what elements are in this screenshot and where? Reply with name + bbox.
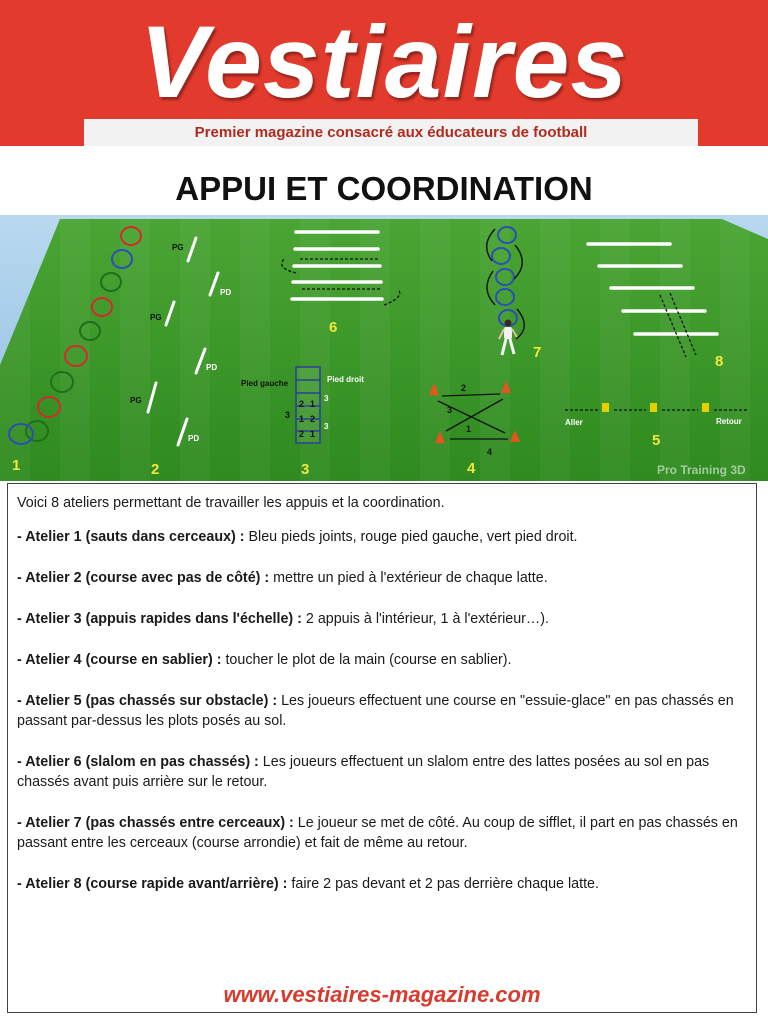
- workshop-label: - Atelier 5 (pas chassés sur obstacle) :: [17, 693, 278, 709]
- workshop-item: [17, 813, 747, 853]
- workshop-text: Le joueur se met de côté. Au coup de sifflet, il part en pas chassés en passant entre les cerceaux (course arrondie) et fait de même au retour.: [17, 815, 738, 851]
- station-number-6: 6: [329, 319, 338, 336]
- workshop-item: [17, 568, 747, 588]
- label-aller: Aller: [565, 418, 583, 427]
- vestiaires-logo[interactable]: Vestiaires: [139, 5, 629, 119]
- ladder-side-number: 3: [285, 410, 291, 420]
- station-number-8: 8: [715, 353, 724, 370]
- ladder-side-number: 3: [324, 394, 329, 403]
- hourglass-number: 4: [487, 447, 493, 457]
- workshop-label: - Atelier 7 (pas chassés entre cerceaux) :: [17, 815, 294, 831]
- hourglass-number: 1: [466, 424, 472, 434]
- workshop-label: - Atelier 3 (appuis rapides dans l'échelle) :: [17, 611, 302, 627]
- description-box: [7, 483, 757, 1013]
- field-svg: [0, 215, 768, 481]
- workshop-text: Les joueurs effectuent une course en "essuie-glace" en pas chassés en passant par-dessus les plots posés au sol.: [17, 693, 734, 729]
- ladder-number: 2: [310, 414, 316, 424]
- label-pd-2: PD: [206, 363, 218, 372]
- ladder-number: 1: [310, 429, 316, 439]
- workshop-text: 2 appuis à l'intérieur, 1 à l'extérieur…).: [301, 611, 549, 627]
- label-pg-3: PG: [130, 396, 142, 405]
- training-field-diagram: [0, 215, 768, 481]
- workshop-label: - Atelier 6 (slalom en pas chassés) :: [17, 754, 259, 770]
- station-number-5: 5: [652, 432, 661, 449]
- label-pied-droit: Pied droit: [327, 375, 364, 384]
- ladder-number: 2: [299, 429, 305, 439]
- workshop-item: [17, 691, 747, 731]
- label-pd-1: PD: [220, 288, 232, 297]
- label-pied-gauche: Pied gauche: [241, 379, 289, 388]
- ladder-side-number: 3: [324, 422, 329, 431]
- workshop-item: [17, 609, 747, 629]
- intro-text: Voici 8 ateliers permettant de travailler les appuis et la coordination.: [17, 495, 445, 511]
- workshop-label: - Atelier 1 (sauts dans cerceaux) :: [17, 529, 245, 545]
- workshop-text: faire 2 pas devant et 2 pas derrière chaque latte.: [287, 876, 599, 892]
- workshop-item: [17, 650, 747, 670]
- workshop-label: - Atelier 4 (course en sablier) :: [17, 652, 222, 668]
- hourglass-number: 2: [461, 383, 467, 393]
- label-pg-2: PG: [150, 313, 162, 322]
- header-banner: [0, 0, 768, 146]
- ladder-number: 1: [299, 414, 305, 424]
- workshop-item: [17, 752, 747, 792]
- station-number-7: 7: [533, 344, 542, 361]
- workshop-label: - Atelier 8 (course rapide avant/arrière) :: [17, 876, 288, 892]
- hourglass-number: 3: [447, 405, 453, 415]
- description-content: [17, 493, 747, 915]
- label-pd-3: PD: [188, 434, 200, 443]
- page-title: APPUI ET COORDINATION: [175, 170, 593, 207]
- ladder-number: 1: [310, 399, 316, 409]
- workshop-text: Bleu pieds joints, rouge pied gauche, vert pied droit.: [244, 529, 578, 545]
- watermark-pro-training: Pro Training 3D: [657, 463, 746, 477]
- station-number-1: 1: [12, 457, 21, 474]
- workshop-text: mettre un pied à l'extérieur de chaque latte.: [269, 570, 548, 586]
- workshop-text: Les joueurs effectuent un slalom entre des lattes posées au sol en pas chassés avant puis arrière sur le retour.: [17, 754, 710, 790]
- workshop-label: - Atelier 2 (course avec pas de côté) :: [17, 570, 270, 586]
- station-number-4: 4: [467, 460, 476, 477]
- label-pg-1: PG: [172, 243, 184, 252]
- workshop-text: toucher le plot de la main (course en sablier).: [221, 652, 512, 668]
- tagline: Premier magazine consacré aux éducateurs de football: [194, 124, 588, 141]
- ladder-number: 2: [299, 399, 305, 409]
- label-retour: Retour: [716, 417, 742, 426]
- station-number-2: 2: [151, 461, 160, 478]
- website-link[interactable]: www.vestiaires-magazine.com: [223, 982, 541, 1007]
- station-number-3: 3: [301, 461, 310, 478]
- workshop-item: [17, 527, 747, 547]
- workshop-item: [17, 874, 747, 894]
